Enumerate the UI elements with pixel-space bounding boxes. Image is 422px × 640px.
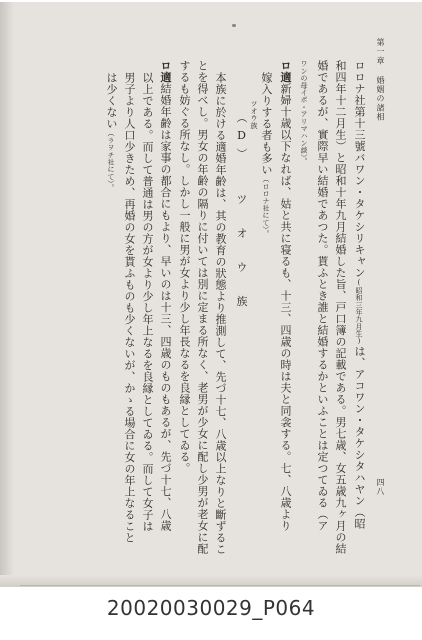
text-line-10 [179,60,190,474]
text-line-6 [261,72,272,237]
line-text: 本族に於ける適婚年齢は、其の教育の狀態より推測して、先づ十七、八歳以上なりと斷ずるこ [214,72,227,555]
line-text: は少くない [105,72,118,130]
line-text: ワンの母イボ・アリマハン談）。 [300,60,308,165]
text-line-14 [106,72,117,191]
text-line-13 [124,72,135,544]
text-line-11 [160,60,171,532]
text-line-2 [335,60,346,555]
running-head: ツオウ族 [250,100,258,129]
line-note: （ラヲチ社にて）。 [107,129,115,191]
line-text: 嫁入りする者も多い [260,72,273,176]
line-text: 以上である。而して普通は男の方が女より少し年上なるを良縁としてゐる。而して女子は [141,72,154,532]
line-text: ロロナ社第十三號バワン・タケシリキャン [353,60,366,279]
text-line-3 [317,60,328,532]
text-line-5 [280,60,291,532]
line-text: するも妨ぐる所なし。しかし一般に男が女より少し年長なるを良縁としてゐる。 [178,60,191,474]
line-note: (昭和三年九月生) [355,278,363,346]
line-text: 新婦十歳以下なれば、姑と共に寝るも、十三、四歳の時は夫と同衾する。七、八歳より [279,83,292,532]
text-line-4 [300,60,307,165]
image-caption: 20020030029_P064 [106,596,316,620]
paper-left-edge [0,2,14,587]
page-mark [232,24,236,27]
line-note: （ロロナ社にて）。 [262,175,270,237]
line-text: とを得べし。男女の年齢の隔りに付いては別に定まる所なく、老男が少女に配し少男が老女に配 [196,60,209,555]
line-text: 和四年十二月生）と昭和十年九月結婚した旨、戸口簿の記載である。男七歳、女五歳九ヶ月の結 [334,60,347,555]
chapter-header: 第一章 婚姻の諸相 [376,38,385,122]
text-line-8 [215,72,226,555]
section-title: （D） ツ オ ウ 族 [235,112,248,313]
text-line-12 [142,72,153,532]
section-mark: ロ適 [279,60,292,83]
paper-bottom-line [20,585,420,586]
page-number: 四八 [376,478,385,497]
line-tail: は、アコワン・タケシタハヤン（昭 [353,345,366,530]
section-mark: ロ適 [159,60,172,83]
line-text: 男子より人口少きため、再婚の女を貰ふものも少くないが、かゝる場合に女の年上なること [123,72,136,544]
line-text: 結婚年齢は家事の都合にもより、早いのは十三、四歳のものもあるが、先づ十七、八歳 [159,83,172,532]
text-line-1 [354,60,365,529]
text-line-9 [197,60,208,555]
line-text: 婚であるが、實際早い結婚であつた。貰ふとき誰と結婚するかといふことは定つてゐる（ア [316,60,329,532]
